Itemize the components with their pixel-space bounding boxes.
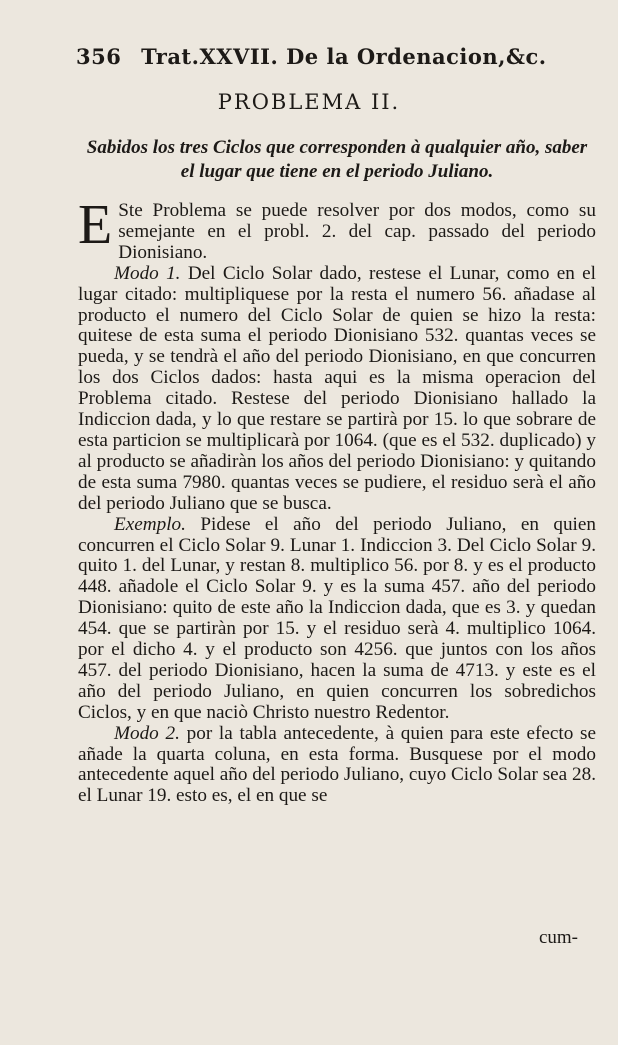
method-two-label: Modo 2. xyxy=(114,722,180,744)
intro-paragraph xyxy=(78,194,596,264)
page-number: 356 xyxy=(76,44,122,69)
method-one-paragraph xyxy=(78,264,596,515)
method-two-text: por la tabla antecedente, à quien para este efecto se añade la quarta coluna, en esta forma. Busquese por el modo antecedente aquel año del periodo Juliano, cuyo Ciclo Solar sea 28. el Lunar 19. esto es, el en que se xyxy=(78,722,597,807)
method-one-text: Del Ciclo Solar dado, restese el Lunar, como en el lugar citado: multipliquese por la resta el numero 56. añadase al producto el numero del Ciclo Solar de quien se hizo la resta: quitese de esta suma el periodo Dionisiano 532. quantas veces se pueda, y se tendrà el año del periodo Dionisiano, en que concurren los dos Ciclos dados: hasta aqui es la misma operacion del Problema citado. Restese del periodo Dionisiano hallado la Indiccion dada, y lo que restare se partirà por 15. lo que sobrare de esta particion se multiplicarà por 1064. (que es el 532. duplicado) y al producto se añadiràn los años del periodo Dionisiano: y quitando de esta suma 7980. quantas veces se pudiere, el residuo serà el año del periodo Juliano que se busca. xyxy=(78,262,597,514)
problem-statement: Sabidos los tres Ciclos que corresponden à qualquier año, saber el lugar que tiene en el periodo Juliano. xyxy=(86,137,588,182)
intro-text: Ste Problema se puede resolver por dos modos, como su semejante en el probl. 2. del cap. passado del periodo Dionisiano. xyxy=(118,200,596,263)
example-text: Pidese el año del periodo Juliano, en quien concurren el Ciclo Solar 9. Lunar 1. Indiccion 3. Del Ciclo Solar 9. quito 1. del Lunar, y restan 8. multiplico 56. por 8. y es el producto 448. añadole el Ciclo Solar 9. y es la suma 457. año del periodo Dionisiano: quito de este año la Indiccion dada, que es 3. y quedan 454. que se partiràn por 15. y el residuo serà 4. multiplico 1064. por el dicho 4. y el producto son 4256. que juntos con los años 457. del periodo Dionisiano, hacen la suma de 4713. y este es el año del periodo Juliano, en quien concurren los sobredichos Ciclos, y en que naciò Christo nuestro Redentor. xyxy=(78,513,597,723)
example-label: Exemplo. xyxy=(114,513,186,535)
example-paragraph xyxy=(78,515,596,724)
running-title: Trat.XXVII. De la Ordenacion,&c. xyxy=(141,44,547,69)
drop-capital: E xyxy=(78,194,113,256)
method-one-label: Modo 1. xyxy=(114,262,181,284)
catchword: cum- xyxy=(538,927,578,948)
method-two-paragraph xyxy=(78,724,596,808)
body-text xyxy=(78,194,597,807)
problem-title: PROBLEMA II. xyxy=(217,90,401,114)
running-header xyxy=(76,44,596,69)
